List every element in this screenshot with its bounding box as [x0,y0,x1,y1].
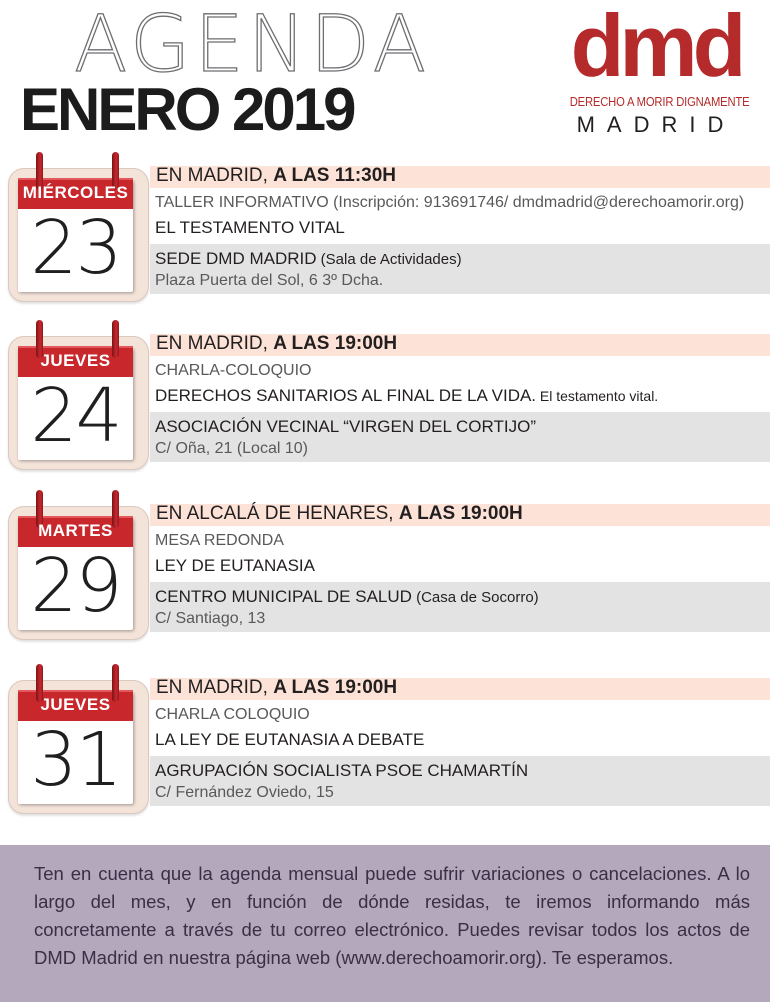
event-item [0,320,770,470]
event-place-time: EN MADRID, A LAS 19:00H [156,333,398,354]
event-title: LEY DE EUTANASIA [155,556,315,575]
event-day-number: 23 [30,205,121,291]
event-day-number: 31 [30,717,121,803]
calendar-icon [6,320,149,470]
event-venue: AGRUPACIÓN SOCIALISTA PSOE CHAMARTÍN [155,761,529,780]
calendar-icon [6,152,149,302]
event-weekday: JUEVES [40,351,111,370]
event-weekday: MARTES [38,521,113,540]
event-address: C/ Santiago, 13 [155,610,266,627]
event-address: C/ Oña, 21 (Local 10) [155,440,308,457]
event-item [0,664,770,814]
event-place-time: EN MADRID, A LAS 11:30H [156,165,397,186]
event-title: DERECHOS SANITARIOS AL FINAL DE LA VIDA. El testamento vital. [155,386,659,405]
logo-city: MADRID [576,112,736,137]
event-title: LA LEY DE EUTANASIA A DEBATE [155,730,425,749]
event-type: MESA REDONDA [155,532,284,549]
event-type: CHARLA COLOQUIO [155,706,310,723]
calendar-icon [6,490,149,640]
footer-note [0,845,770,1002]
event-venue: CENTRO MUNICIPAL DE SALUD (Casa de Socorro) [155,587,539,606]
event-weekday: JUEVES [40,695,111,714]
dmd-logo [556,0,756,137]
event-title: EL TESTAMENTO VITAL [155,218,345,237]
event-weekday: MIÉRCOLES [22,183,129,202]
event-address: C/ Fernández Oviedo, 15 [155,784,334,801]
event-place-time: EN MADRID, A LAS 19:00H [156,677,398,698]
page-month: ENERO 2019 [20,76,354,143]
footer-note-text: Ten en cuenta que la agenda mensual puede sufrir variaciones o cancelaciones. A lo largo del mes, y en función de dónde residas, te iremos informando más concretamente a través de tu correo electrónico. Puedes revisar todos los actos de DMD Madrid en nuestra página web (www.derechoamorir.org). Te esperamos. [34,863,750,968]
calendar-icon [6,664,149,814]
page-title: AGENDA [74,0,431,90]
event-place-time: EN ALCALÁ DE HENARES, A LAS 19:00H [156,503,523,524]
event-day-number: 24 [30,373,121,459]
event-type: TALLER INFORMATIVO (Inscripción: 913691746/ dmdmadrid@derechoamorir.org) [155,194,745,211]
event-item [0,152,770,302]
event-address: Plaza Puerta del Sol, 6 3º Dcha. [155,272,384,289]
event-type: CHARLA-COLOQUIO [155,362,312,379]
event-venue: SEDE DMD MADRID (Sala de Actividades) [155,249,462,268]
event-day-number: 29 [30,543,121,629]
event-venue: ASOCIACIÓN VECINAL “VIRGEN DEL CORTIJO” [155,417,536,436]
logo-letters: dmd [570,0,742,95]
event-item [0,490,770,640]
logo-tagline: DERECHO A MORIR DIGNAMENTE [569,95,750,109]
